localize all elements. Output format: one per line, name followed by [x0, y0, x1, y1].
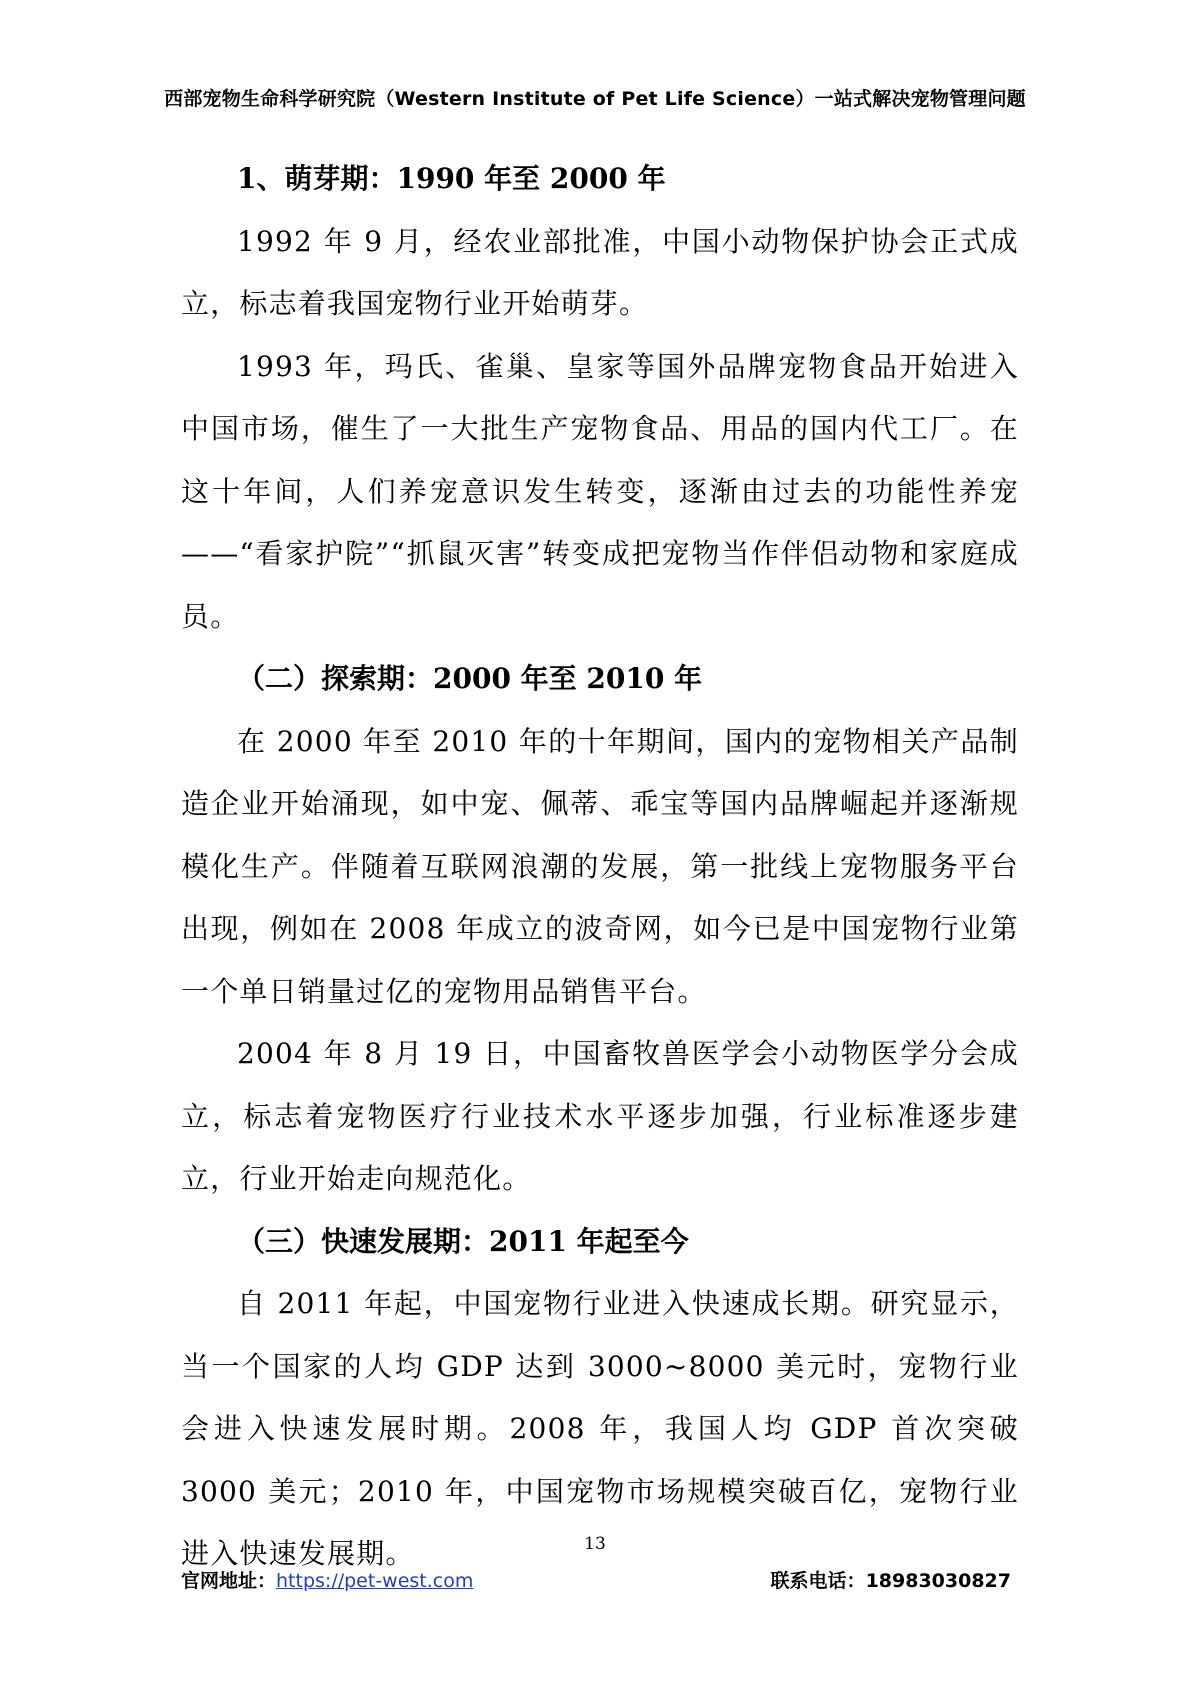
- website-link[interactable]: https://pet-west.com: [276, 1570, 474, 1592]
- page-header: [0, 84, 1190, 111]
- document-body: [181, 148, 1019, 1586]
- footer-phone: [771, 1566, 1011, 1593]
- section-heading-3: （三）快速发展期：2011 年起至今: [237, 1224, 689, 1258]
- website-label: 官网地址：: [181, 1570, 277, 1592]
- page-number: 13: [584, 1534, 606, 1554]
- header-title: 西部宠物生命科学研究院（Western Institute of Pet Life Science）一站式解决宠物管理问题: [164, 88, 1026, 110]
- phone-number: 18983030827: [865, 1570, 1011, 1592]
- paragraph-3-1: 自 2011 年起，中国宠物行业进入快速成长期。研究显示，当一个国家的人均 GDP 达到 3000~8000 美元时，宠物行业会进入快速发展时期。2008 年，我国人均 GDP 首次突破 3000 美元；2010 年，中国宠物市场规模突破百亿，宠物行业进入快速发展期。: [181, 1287, 1019, 1570]
- page-footer: [181, 1566, 1011, 1596]
- paragraph-1-2: 1993 年，玛氏、雀巢、皇家等国外品牌宠物食品开始进入中国市场，催生了一大批生产宠物食品、用品的国内代工厂。在这十年间，人们养宠意识发生转变，逐渐由过去的功能性养宠——“看家护院”“抓鼠灭害”转变成把宠物当作伴侣动物和家庭成员。: [181, 349, 1019, 633]
- section-heading-1: 1、萌芽期：1990 年至 2000 年: [237, 162, 666, 195]
- paragraph-1-1: 1992 年 9 月，经农业部批准，中国小动物保护协会正式成立，标志着我国宠物行业开始萌芽。: [181, 224, 1019, 320]
- section-heading-2: （二）探索期：2000 年至 2010 年: [237, 662, 703, 695]
- paragraph-2-1: 在 2000 年至 2010 年的十年期间，国内的宠物相关产品制造企业开始涌现，如中宠、佩蒂、乖宝等国内品牌崛起并逐渐规模化生产。伴随着互联网浪潮的发展，第一批线上宠物服务平台出现，例如在 2008 年成立的波奇网，如今已是中国宠物行业第一个单日销量过亿的宠物用品销售平台。: [181, 724, 1019, 1008]
- paragraph-2-2: 2004 年 8 月 19 日，中国畜牧兽医学会小动物医学分会成立，标志着宠物医疗行业技术水平逐步加强，行业标准逐步建立，行业开始走向规范化。: [181, 1037, 1019, 1195]
- footer-website: [181, 1566, 473, 1593]
- phone-label: 联系电话：: [770, 1570, 866, 1592]
